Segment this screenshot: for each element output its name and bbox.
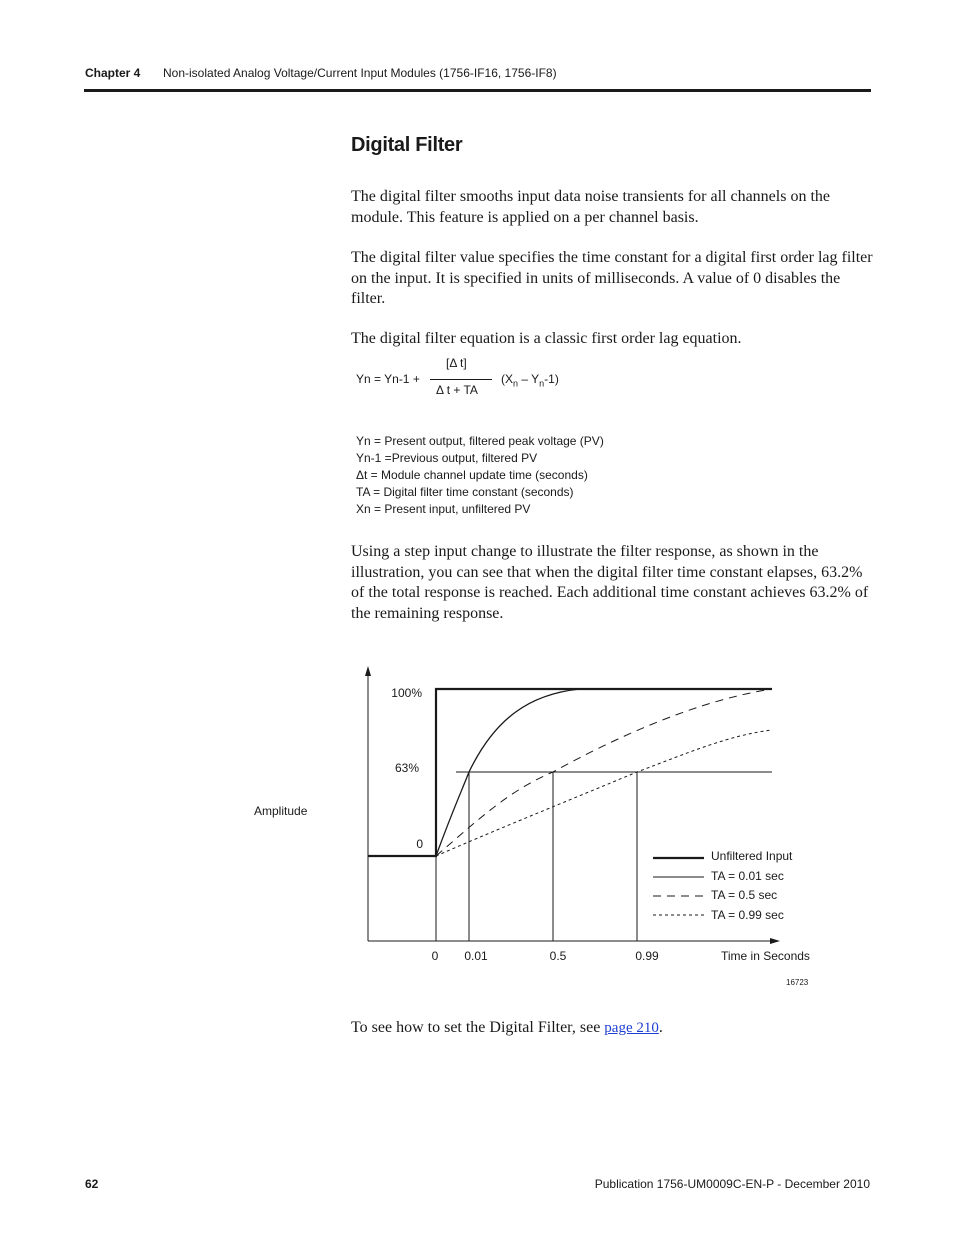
chart-legend xyxy=(653,849,793,922)
paragraph-step-response: Using a step input change to illustrate the filter response, as shown in the illustration, you can see that when the digital filter time constant elapses, 63.2% of the total response is reached. Each additional time constant achieves 63.2% of the remaining response. xyxy=(351,543,869,622)
x-axis-label: Time in Seconds xyxy=(721,949,810,963)
x-tick-label: 0.5 xyxy=(549,949,567,963)
legend-label: TA = 0.99 sec xyxy=(711,908,784,922)
equation-lhs: Yn = Yn-1 + xyxy=(356,372,420,386)
page-number: 62 xyxy=(85,1177,99,1191)
paragraph-filter-value: The digital filter value specifies the time constant for a digital first order lag filter on the input. It is specified in units of milliseconds. A value of 0 disables the filter. xyxy=(351,249,873,307)
paragraph-equation-intro: The digital filter equation is a classic first order lag equation. xyxy=(351,330,742,347)
x-tick-label: 0.01 xyxy=(464,949,488,963)
publication-info: Publication 1756-UM0009C-EN-P - December 2010 xyxy=(594,1177,870,1191)
legend-label: TA = 0.5 sec xyxy=(711,888,778,902)
definition-yn: Yn = Present output, filtered peak voltage (PV) xyxy=(356,434,604,448)
paragraph-intro: The digital filter smooths input data noise transients for all channels on the module. This feature is applied on a per channel basis. xyxy=(351,188,830,226)
y-tick-label: 0 xyxy=(416,837,423,851)
series-ta-0-99 xyxy=(436,730,772,856)
x-tick-label: 0.99 xyxy=(635,949,659,963)
chapter-title: Non-isolated Analog Voltage/Current Input Modules (1756-IF16, 1756-IF8) xyxy=(163,66,557,80)
legend-label: TA = 0.01 sec xyxy=(711,869,784,883)
equation-numerator: [Δ t] xyxy=(446,356,467,370)
y-axis-arrow-icon xyxy=(365,666,371,676)
chapter-label: Chapter 4 xyxy=(85,66,141,80)
legend-label: Unfiltered Input xyxy=(711,849,793,863)
y-tick-label: 63% xyxy=(394,761,419,775)
definition-ta: TA = Digital filter time constant (seconds) xyxy=(356,485,574,500)
definition-yn-1: Yn-1 =Previous output, filtered PV xyxy=(356,451,538,466)
x-tick-label: 0 xyxy=(431,949,439,963)
page-link[interactable]: page 210 xyxy=(604,1020,659,1036)
paragraph-see-page: To see how to set the Digital Filter, see page 210. xyxy=(351,1019,663,1036)
section-title: Digital Filter xyxy=(351,134,463,156)
definition-xn: Xn = Present input, unfiltered PV xyxy=(356,502,531,517)
y-axis-label: Amplitude xyxy=(254,804,308,818)
x-axis-arrow-icon xyxy=(770,938,780,944)
equation-denominator: Δ t + TA xyxy=(436,383,478,397)
equation-rhs: $(X_n - Y_n-1)$ xyxy=(501,372,559,389)
y-tick-label: 100% xyxy=(391,686,422,700)
figure-id: 16723 xyxy=(786,978,809,987)
definition-delta-t: Δt = Module channel update time (seconds) xyxy=(356,468,588,483)
